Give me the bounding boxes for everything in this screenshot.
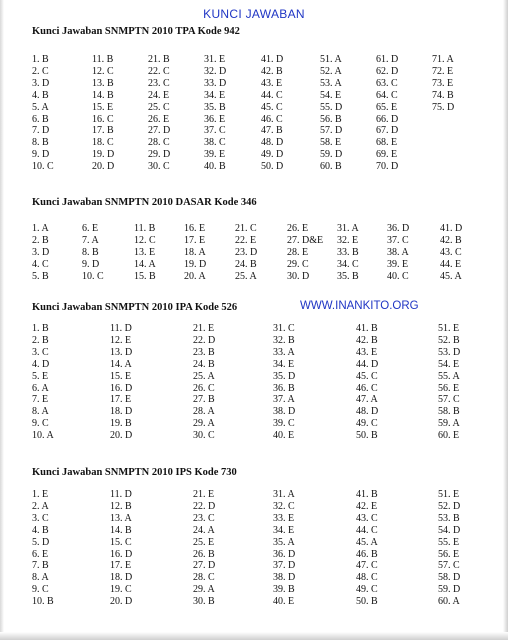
answer-item: 44. C	[261, 89, 283, 101]
answer-item: 43. C	[356, 512, 378, 524]
answer-item: 18. C	[92, 137, 114, 149]
answer-item: 40. E	[273, 430, 295, 442]
answer-item: 72. E	[432, 65, 454, 77]
answer-item: 12. E	[110, 334, 132, 346]
answer-item: 10. B	[32, 596, 54, 608]
answer-item: 56. E	[438, 548, 460, 560]
answer-item: 39. C	[273, 418, 295, 430]
answer-item: 17. E	[184, 234, 206, 246]
answer-item: 51. E	[438, 489, 460, 500]
answer-item: 24. E	[148, 89, 170, 101]
answer-item: 71. A	[432, 54, 454, 65]
answer-item: 43. E	[261, 77, 283, 89]
answer-item: 12. B	[110, 500, 132, 512]
answer-item: 47. A	[356, 394, 378, 406]
answer-item: 21. E	[193, 323, 215, 334]
answer-item: 12. C	[134, 234, 156, 246]
answer-item: 66. D	[376, 113, 399, 125]
answer-item: 15. E	[110, 370, 132, 382]
answer-item: 34. E	[204, 89, 226, 101]
answer-item: 9. C	[32, 418, 49, 430]
answer-item: 26. C	[193, 382, 215, 394]
answer-item: 63. C	[376, 77, 398, 89]
answer-item: 41. B	[356, 489, 378, 500]
answer-item: 41. B	[356, 323, 378, 334]
answer-item: 55. D	[320, 101, 343, 113]
answer-item: 30. C	[193, 430, 215, 442]
answer-item: 49. C	[356, 418, 378, 430]
answer-item: 31. A	[273, 489, 295, 500]
answer-item: 33. D	[204, 77, 227, 89]
answer-item: 36. D	[387, 223, 410, 234]
answer-item: 27. D	[193, 560, 216, 572]
answer-item: 57. C	[438, 394, 460, 406]
answer-item: 11. B	[134, 223, 156, 234]
answer-item: 29. C	[287, 258, 309, 270]
answer-item: 73. E	[432, 77, 454, 89]
answer-item: 27. D&E	[287, 234, 324, 246]
answer-item: 14. B	[110, 524, 132, 536]
answer-item: 3. C	[32, 346, 49, 358]
answer-item: 14. A	[134, 258, 156, 270]
answer-item: 2. A	[32, 500, 49, 512]
answer-item: 7. D	[32, 125, 50, 137]
answer-item: 35. B	[204, 101, 226, 113]
answer-item: 3. C	[32, 512, 49, 524]
answer-item: 24. A	[193, 524, 215, 536]
answer-item: 25. E	[193, 536, 215, 548]
answer-item: 43. C	[440, 246, 462, 258]
answer-item: 8. B	[82, 246, 99, 258]
answer-item: 55. A	[438, 370, 460, 382]
answer-item: 60. B	[320, 161, 342, 173]
page-edge-bottom	[0, 632, 508, 640]
answer-item: 22. D	[193, 334, 216, 346]
answer-item: 23. C	[193, 512, 215, 524]
answer-item: 13. B	[92, 77, 114, 89]
answer-item: 37. C	[204, 125, 226, 137]
answer-item: 22. E	[235, 234, 257, 246]
answer-item: 40. B	[204, 161, 226, 173]
answer-item: 52. A	[320, 65, 342, 77]
answer-item: 18. A	[184, 246, 206, 258]
answer-item: 26. E	[287, 223, 309, 234]
answer-item: 4. D	[32, 358, 50, 370]
answer-item: 46. C	[356, 382, 378, 394]
answer-item: 41. D	[440, 223, 463, 234]
answer-item: 49. C	[356, 584, 378, 596]
answer-item: 59. D	[320, 149, 343, 161]
answer-item: 26. B	[193, 548, 215, 560]
answer-item: 58. B	[438, 406, 460, 418]
answer-item: 23. D	[235, 246, 258, 258]
answer-item: 25. C	[148, 101, 170, 113]
answer-item: 45. A	[356, 536, 378, 548]
answer-item: 14. B	[92, 89, 114, 101]
answer-item: 58. D	[438, 572, 461, 584]
answer-item: 52. D	[438, 500, 461, 512]
answer-item: 45. C	[356, 370, 378, 382]
answer-item: 15. C	[110, 536, 132, 548]
answer-item: 50. D	[261, 161, 284, 173]
answer-item: 9. C	[32, 584, 49, 596]
answer-item: 47. C	[356, 560, 378, 572]
answer-item: 11. B	[92, 54, 114, 65]
answer-item: 50. B	[356, 596, 378, 608]
answer-item: 8. B	[32, 137, 49, 149]
answer-item: 40. E	[273, 596, 295, 608]
answer-item: 4. B	[32, 89, 49, 101]
answer-item: 59. A	[438, 418, 460, 430]
answer-item: 31. E	[204, 54, 226, 65]
answer-item: 37. C	[387, 234, 409, 246]
answer-item: 28. C	[148, 137, 170, 149]
answer-item: 32. E	[337, 234, 359, 246]
answer-item: 34. E	[273, 358, 295, 370]
answer-item: 58. E	[320, 137, 342, 149]
answer-item: 3. D	[32, 77, 50, 89]
answer-item: 39. E	[387, 258, 409, 270]
page-edge-left	[0, 0, 4, 640]
answer-item: 37. A	[273, 394, 295, 406]
answer-item: 4. B	[32, 524, 49, 536]
answer-item: 30. C	[148, 161, 170, 173]
answer-item: 68. E	[376, 137, 398, 149]
answer-item: 23. C	[148, 77, 170, 89]
answer-item: 31. A	[337, 223, 359, 234]
answer-item: 49. D	[261, 149, 284, 161]
answer-item: 54. D	[438, 524, 461, 536]
answer-item: 14. A	[110, 358, 132, 370]
answer-item: 42. B	[440, 234, 462, 246]
answer-item: 28. A	[193, 406, 215, 418]
answer-item: 17. E	[110, 394, 132, 406]
answer-item: 6. E	[82, 223, 99, 234]
answer-item: 41. D	[261, 54, 284, 65]
answer-item: 6. E	[32, 548, 49, 560]
answer-item: 69. E	[376, 149, 398, 161]
answer-item: 10. C	[82, 270, 104, 282]
answer-item: 25. A	[235, 270, 257, 282]
answer-item: 45. A	[440, 270, 462, 282]
answer-item: 15. E	[92, 101, 114, 113]
answer-item: 19. B	[110, 418, 132, 430]
answer-item: 35. B	[337, 270, 359, 282]
answer-item: 28. C	[193, 572, 215, 584]
answer-item: 61. D	[376, 54, 399, 65]
answer-item: 8. A	[32, 572, 49, 584]
answer-item: 18. D	[110, 406, 133, 418]
answer-item: 16. D	[110, 548, 133, 560]
answer-item: 62. D	[376, 65, 399, 77]
answer-item: 32. D	[204, 65, 227, 77]
answer-item: 7. E	[32, 394, 49, 406]
answer-item: 39. E	[204, 149, 226, 161]
answer-item: 17. B	[92, 125, 114, 137]
answer-item: 17. E	[110, 560, 132, 572]
answer-item: 2. B	[32, 234, 49, 246]
answer-item: 30. D	[287, 270, 310, 282]
answer-item: 6. A	[32, 382, 49, 394]
answer-item: 46. C	[261, 113, 283, 125]
answer-item: 2. C	[32, 65, 49, 77]
answer-item: 44. C	[356, 524, 378, 536]
answer-item: 35. D	[273, 370, 296, 382]
answer-item: 67. D	[376, 125, 399, 137]
answer-item: 48. D	[261, 137, 284, 149]
answer-item: 53. B	[438, 512, 460, 524]
answer-item: 5. B	[32, 270, 49, 282]
answer-item: 37. D	[273, 560, 296, 572]
answer-item: 48. C	[356, 572, 378, 584]
answer-item: 18. D	[110, 572, 133, 584]
answer-item: 54. E	[320, 89, 342, 101]
answer-item: 48. D	[356, 406, 379, 418]
website-watermark: WWW.INANKITO.ORG	[300, 300, 419, 312]
answer-item: 31. C	[273, 323, 295, 334]
answer-item: 47. B	[261, 125, 283, 137]
answer-item: 25. A	[193, 370, 215, 382]
answer-item: 20. D	[110, 430, 133, 442]
answer-item: 38. D	[273, 572, 296, 584]
answer-item: 27. D	[148, 125, 171, 137]
answer-item: 1. B	[32, 323, 49, 334]
answer-item: 16. E	[184, 223, 206, 234]
answer-item: 22. D	[193, 500, 216, 512]
answer-item: 50. B	[356, 430, 378, 442]
answer-item: 28. E	[287, 246, 309, 258]
answer-item: 70. D	[376, 161, 399, 173]
answer-item: 1. E	[32, 489, 49, 500]
answer-item: 60. E	[438, 430, 460, 442]
answer-item: 7. B	[32, 560, 49, 572]
answer-item: 13. D	[110, 346, 133, 358]
answer-item: 65. E	[376, 101, 398, 113]
answer-item: 30. B	[193, 596, 215, 608]
answer-item: 8. A	[32, 406, 49, 418]
answer-item: 15. B	[134, 270, 156, 282]
answer-item: 51. A	[320, 54, 342, 65]
answer-item: 23. B	[193, 346, 215, 358]
answer-item: 32. C	[273, 500, 295, 512]
answer-item: 74. B	[432, 89, 454, 101]
answer-item: 7. A	[82, 234, 99, 246]
answer-item: 20. A	[184, 270, 206, 282]
answer-item: 56. E	[438, 382, 460, 394]
answer-item: 43. E	[356, 346, 378, 358]
section-title-ipa: Kunci Jawaban SNMPTN 2010 IPA Kode 526	[32, 302, 238, 313]
answer-item: 39. B	[273, 584, 295, 596]
answer-item: 33. E	[273, 512, 295, 524]
answer-item: 42. B	[261, 65, 283, 77]
answer-item: 44. D	[356, 358, 379, 370]
answer-item: 33. A	[273, 346, 295, 358]
answer-item: 27. B	[193, 394, 215, 406]
answer-item: 9. D	[32, 149, 50, 161]
answer-item: 20. D	[110, 596, 133, 608]
answer-item: 54. E	[438, 358, 460, 370]
answer-item: 56. B	[320, 113, 342, 125]
answer-item: 38. D	[273, 406, 296, 418]
answer-item: 42. B	[356, 334, 378, 346]
answer-item: 11. D	[110, 323, 132, 334]
answer-item: 10. C	[32, 161, 54, 173]
answer-item: 9. D	[82, 258, 100, 270]
answer-item: 46. B	[356, 548, 378, 560]
answer-item: 38. A	[387, 246, 409, 258]
answer-item: 75. D	[432, 101, 455, 113]
answer-item: 20. D	[92, 161, 115, 173]
answer-item: 40. C	[387, 270, 409, 282]
answer-item: 19. D	[92, 149, 115, 161]
answer-item: 52. B	[438, 334, 460, 346]
answer-item: 5. A	[32, 101, 49, 113]
answer-item: 36. E	[204, 113, 226, 125]
answer-item: 1. A	[32, 223, 49, 234]
answer-item: 16. D	[110, 382, 133, 394]
answer-item: 32. B	[273, 334, 295, 346]
answer-item: 57. C	[438, 560, 460, 572]
answer-item: 53. D	[438, 346, 461, 358]
answer-item: 2. B	[32, 334, 49, 346]
answer-item: 10. A	[32, 430, 54, 442]
answer-item: 42. E	[356, 500, 378, 512]
answer-item: 4. C	[32, 258, 49, 270]
answer-item: 19. C	[110, 584, 132, 596]
answer-item: 45. C	[261, 101, 283, 113]
answer-item: 3. D	[32, 246, 50, 258]
answer-item: 26. E	[148, 113, 170, 125]
answer-item: 53. A	[320, 77, 342, 89]
answer-item: 1. B	[32, 54, 49, 65]
answer-item: 44. E	[440, 258, 462, 270]
section-title-ips: Kunci Jawaban SNMPTN 2010 IPS Kode 730	[32, 467, 237, 478]
answer-item: 60. A	[438, 596, 460, 608]
answer-item: 36. B	[273, 382, 295, 394]
section-title-tpa: Kunci Jawaban SNMPTN 2010 TPA Kode 942	[32, 26, 240, 37]
answer-item: 24. B	[235, 258, 257, 270]
answer-item: 12. C	[92, 65, 114, 77]
answer-item: 13. A	[110, 512, 132, 524]
answer-item: 29. D	[148, 149, 171, 161]
answer-item: 5. D	[32, 536, 50, 548]
answer-item: 57. D	[320, 125, 343, 137]
answer-item: 5. E	[32, 370, 49, 382]
answer-item: 21. B	[148, 54, 170, 65]
answer-item: 13. E	[134, 246, 156, 258]
page-title: KUNCI JAWABAN	[203, 7, 305, 21]
answer-item: 11. D	[110, 489, 132, 500]
answer-item: 36. D	[273, 548, 296, 560]
answer-item: 21. E	[193, 489, 215, 500]
answer-item: 22. C	[148, 65, 170, 77]
section-title-dasar: Kunci Jawaban SNMPTN 2010 DASAR Kode 346	[32, 197, 257, 208]
answer-item: 34. E	[273, 524, 295, 536]
answer-item: 38. C	[204, 137, 226, 149]
answer-item: 19. D	[184, 258, 207, 270]
answer-item: 21. C	[235, 223, 257, 234]
answer-item: 29. A	[193, 584, 215, 596]
answer-item: 59. D	[438, 584, 461, 596]
answer-item: 51. E	[438, 323, 460, 334]
answer-item: 64. C	[376, 89, 398, 101]
answer-item: 33. B	[337, 246, 359, 258]
answer-item: 16. C	[92, 113, 114, 125]
page-edge-right	[503, 0, 508, 640]
answer-item: 24. B	[193, 358, 215, 370]
answer-item: 55. E	[438, 536, 460, 548]
answer-item: 35. A	[273, 536, 295, 548]
answer-item: 34. C	[337, 258, 359, 270]
answer-item: 6. B	[32, 113, 49, 125]
answer-item: 29. A	[193, 418, 215, 430]
